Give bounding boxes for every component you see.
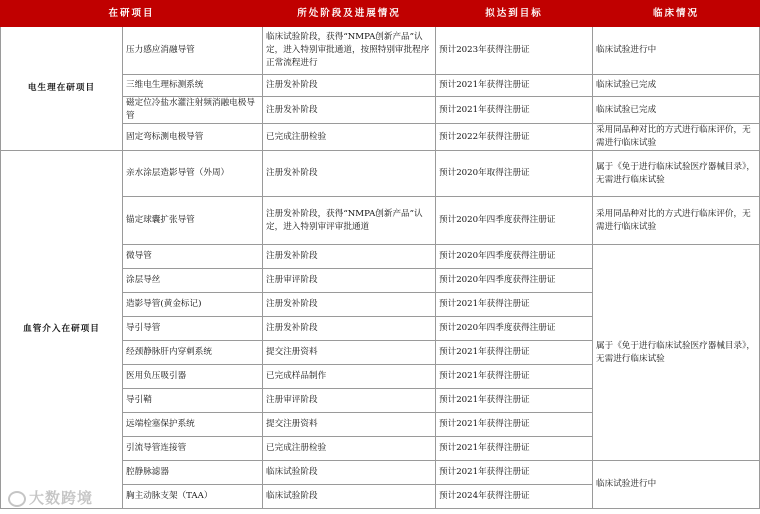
project-target: 预计2021年获得注册证 — [436, 389, 593, 413]
project-clinical: 采用同品种对比的方式进行临床评价，无需进行临床试验 — [593, 124, 760, 151]
project-name: 涂层导丝 — [123, 269, 263, 293]
table-row — [1, 27, 760, 75]
project-name: 胸主动脉支架（TAA） — [123, 485, 263, 509]
project-clinical: 临床试验已完成 — [593, 75, 760, 97]
project-stage: 提交注册资料 — [263, 341, 436, 365]
table-row — [1, 151, 760, 197]
project-stage: 注册发补阶段，获得“NMPA创新产品”认定，进入特别审评审批通道 — [263, 197, 436, 245]
watermark-text: 大数跨境 — [29, 489, 94, 507]
project-stage: 注册发补阶段 — [263, 317, 436, 341]
project-clinical: 临床试验已完成 — [593, 97, 760, 124]
project-stage: 注册发补阶段 — [263, 151, 436, 197]
project-name: 造影导管(黄金标记) — [123, 293, 263, 317]
project-stage: 注册审评阶段 — [263, 389, 436, 413]
project-stage: 注册发补阶段 — [263, 75, 436, 97]
project-clinical: 采用同品种对比的方式进行临床评价，无需进行临床试验 — [593, 197, 760, 245]
project-target: 预计2022年获得注册证 — [436, 124, 593, 151]
watermark-logo-icon — [8, 491, 26, 507]
project-target: 预计2021年获得注册证 — [436, 413, 593, 437]
project-stage: 临床试验阶段 — [263, 461, 436, 485]
project-name: 亲水涂层造影导管（外周） — [123, 151, 263, 197]
project-name: 导引鞘 — [123, 389, 263, 413]
project-target: 预计2021年获得注册证 — [436, 293, 593, 317]
header-project: 在研项目 — [1, 1, 263, 27]
project-target: 预计2020年四季度获得注册证 — [436, 317, 593, 341]
project-stage: 注册发补阶段 — [263, 245, 436, 269]
project-clinical: 临床试验进行中 — [593, 27, 760, 75]
project-name: 引流导管连接管 — [123, 437, 263, 461]
watermark — [8, 487, 93, 508]
project-target: 预计2021年获得注册证 — [436, 461, 593, 485]
project-clinical: 属于《免于进行临床试验医疗器械目录》，无需进行临床试验 — [593, 151, 760, 197]
project-stage: 注册审评阶段 — [263, 269, 436, 293]
group-vascular-intervention: 血管介入在研项目 — [1, 151, 123, 509]
project-name: 远端栓塞保护系统 — [123, 413, 263, 437]
project-target: 预计2021年获得注册证 — [436, 437, 593, 461]
project-stage: 提交注册资料 — [263, 413, 436, 437]
header-target: 拟达到目标 — [436, 1, 593, 27]
clinical-ongoing-merged: 临床试验进行中 — [593, 461, 760, 509]
group-electrophysiology: 电生理在研项目 — [1, 27, 123, 151]
project-name: 磁定位冷盐水灌注射频消融电极导管 — [123, 97, 263, 124]
project-target: 预计2020年取得注册证 — [436, 151, 593, 197]
header-clinical: 临床情况 — [593, 1, 760, 27]
project-name: 腔静脉滤器 — [123, 461, 263, 485]
project-stage: 注册发补阶段 — [263, 293, 436, 317]
header-stage: 所处阶段及进展情况 — [263, 1, 436, 27]
project-target: 预计2021年获得注册证 — [436, 97, 593, 124]
project-name: 微导管 — [123, 245, 263, 269]
project-stage: 注册发补阶段 — [263, 97, 436, 124]
project-name: 锚定球囊扩张导管 — [123, 197, 263, 245]
project-stage: 已完成注册检验 — [263, 124, 436, 151]
clinical-exempt-merged: 属于《免于进行临床试验医疗器械目录》，无需进行临床试验 — [593, 245, 760, 461]
project-target: 预计2021年获得注册证 — [436, 365, 593, 389]
project-target: 预计2020年四季度获得注册证 — [436, 269, 593, 293]
project-stage: 临床试验阶段 — [263, 485, 436, 509]
project-target: 预计2020年四季度获得注册证 — [436, 245, 593, 269]
project-name: 压力感应消融导管 — [123, 27, 263, 75]
project-name: 三维电生理标测系统 — [123, 75, 263, 97]
project-target: 预计2020年四季度获得注册证 — [436, 197, 593, 245]
project-stage: 已完成注册检验 — [263, 437, 436, 461]
project-name: 经颈静脉肝内穿刺系统 — [123, 341, 263, 365]
project-name: 医用负压吸引器 — [123, 365, 263, 389]
project-target: 预计2021年获得注册证 — [436, 341, 593, 365]
project-stage: 临床试验阶段，获得“NMPA创新产品”认定，进入特别审批通道，按照特别审批程序正常流程进行 — [263, 27, 436, 75]
project-target: 预计2023年获得注册证 — [436, 27, 593, 75]
project-name: 固定弯标测电极导管 — [123, 124, 263, 151]
project-stage: 已完成样品制作 — [263, 365, 436, 389]
project-target: 预计2024年获得注册证 — [436, 485, 593, 509]
project-target: 预计2021年获得注册证 — [436, 75, 593, 97]
project-name: 导引导管 — [123, 317, 263, 341]
table-header-row — [1, 1, 760, 27]
